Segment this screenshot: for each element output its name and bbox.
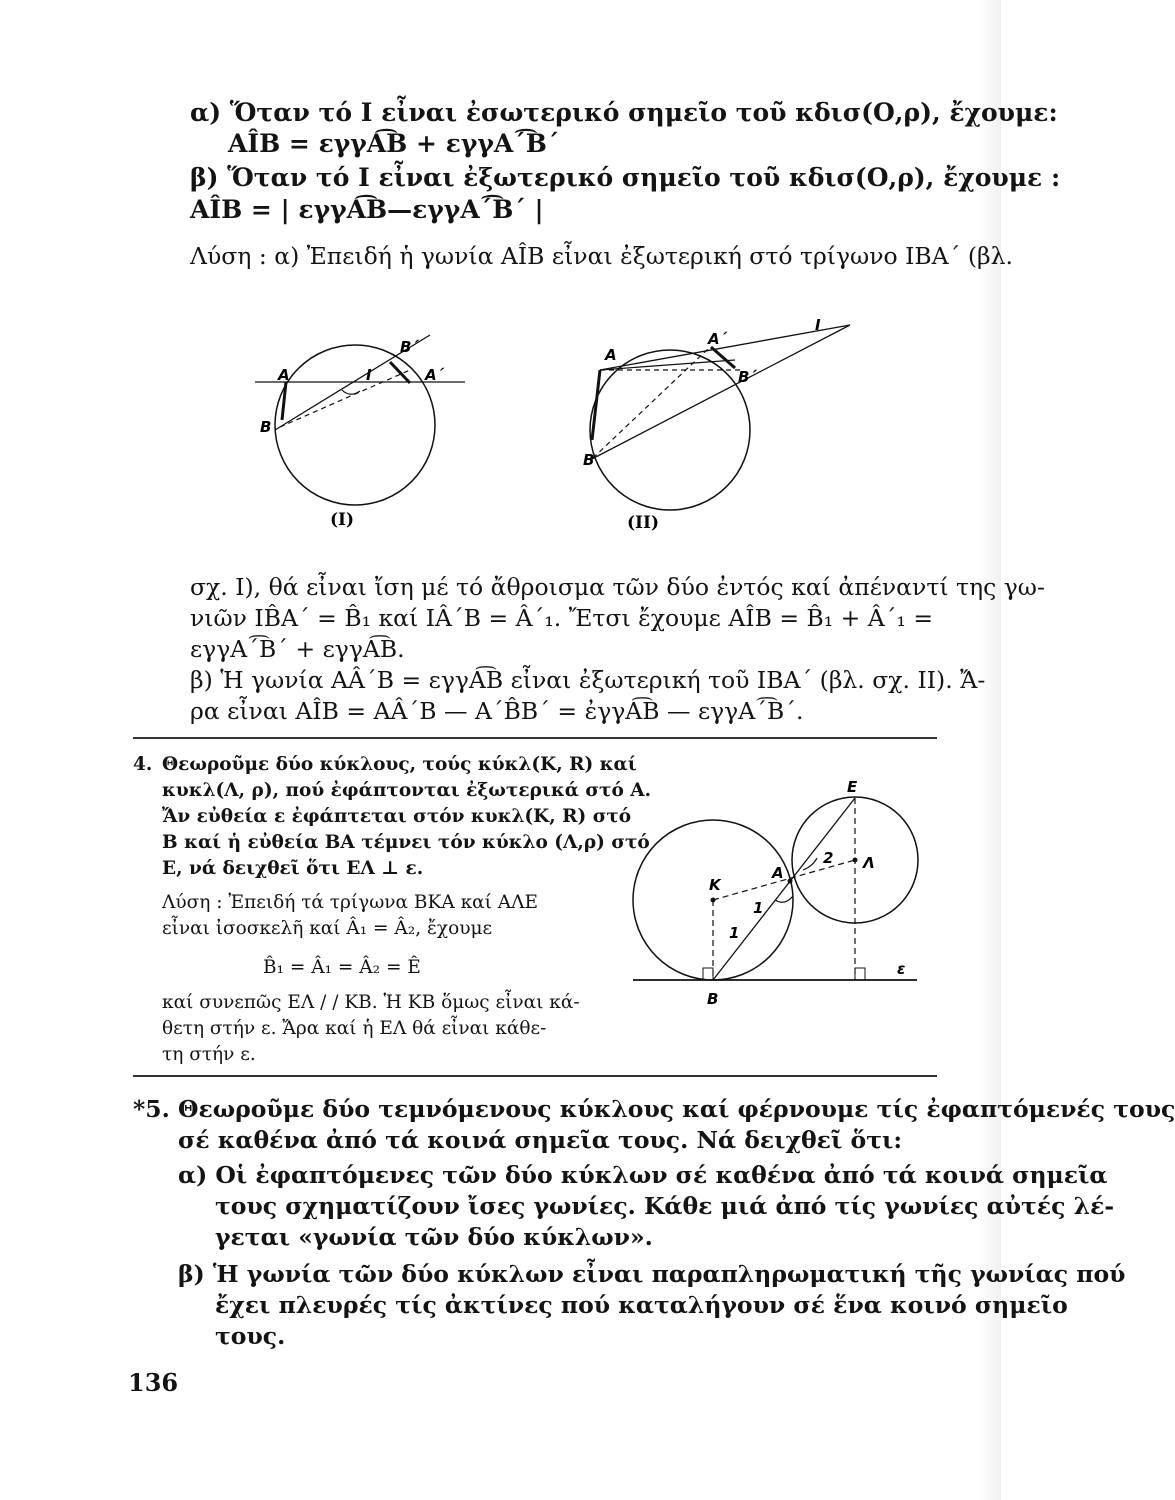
figure-1-label-a: A — [278, 366, 290, 384]
exercise-4-conclusion-2: θετη στήν ε. Ἄρα καί ἡ ΕΛ θά εἶναι κάθε- — [162, 1018, 547, 1039]
solution-line-1: σχ. Ι), θά εἶναι ἴση μέ τό ἄθροισμα τῶν δύο ἐντός καί ἀπέναντί της γω- — [190, 573, 1045, 601]
exercise-4-line-5: Ε, νά δειχθεῖ ὅτι ΕΛ ⊥ ε. — [162, 858, 424, 879]
case-b-formula: AÎB = | εγγA͡B—εγγA΄͡B΄ | — [190, 195, 544, 224]
exercise-4-solution-1: Λύση : Ἐπειδή τά τρίγωνα ΒΚΑ καί ΑΛΕ — [162, 892, 538, 913]
figure-ex4-label-b: B — [707, 990, 719, 1008]
exercise-4-solution-2: εἶναι ἰσοσκελῆ καί Â₁ = Â₂, ἔχουμε — [162, 918, 493, 939]
figure-2-caption: (II) — [627, 513, 659, 533]
figure-2 — [575, 310, 860, 550]
figure-2-label-i: I — [815, 316, 821, 334]
figure-2-label-a-prime: A΄ — [708, 330, 727, 348]
figure-ex4-label-angle-a1: 1 — [753, 899, 764, 917]
solution-line-2: νιῶν IB̂A΄ = B̂₁ καί IÂ΄B = Â΄₁. Ἔτσι ἔχουμε AÎB = B̂₁ + Â΄₁ = — [190, 604, 934, 632]
exercise-4-line-4: Β καί ἡ εὐθεία ΒΑ τέμνει τόν κύκλο (Λ,ρ) στό — [162, 832, 650, 853]
figure-ex4-label-e: E — [847, 778, 858, 796]
figure-ex4-label-k: K — [709, 876, 721, 894]
exercise-4-equation: B̂₁ = Â₁ = Â₂ = Ê — [263, 957, 421, 978]
figure-2-diagram — [575, 310, 860, 550]
exercise-5-intro-1: Θεωροῦμε δύο τεμνόμενους κύκλους καί φέρνουμε τίς ἐφαπτόμενές τους — [178, 1095, 1175, 1123]
solution-start: Λύση : α) Ἐπειδή ἡ γωνία AÎB εἶναι ἐξωτερική στό τρίγωνο IBA΄ (βλ. — [190, 242, 1013, 270]
figure-1-diagram — [230, 320, 470, 550]
case-a-formula: AÎB = εγγA͡B + εγγA΄͡B΄ — [228, 129, 560, 158]
solution-line-3: εγγA΄͡B΄ + εγγA͡B. — [190, 635, 405, 663]
figure-2-label-b: B — [583, 451, 595, 469]
figure-1-caption: (I) — [330, 510, 355, 530]
exercise-5-part-b-3: τους. — [215, 1322, 286, 1350]
figure-ex4-label-a: A — [772, 864, 784, 882]
case-b-heading: β) Ὅταν τό Ι εἶναι ἐξωτερικό σημεῖο τοῦ κδισ(Ο,ρ), ἔχουμε : — [190, 163, 1061, 192]
exercise-4-line-2: κυκλ(Λ, ρ), πού ἐφάπτονται ἐξωτερικά στό Α. — [162, 780, 652, 801]
figure-1-label-b: B — [260, 418, 272, 436]
solution-line-4: β) Ἡ γωνία AÂ΄B = εγγA͡B εἶναι ἐξωτερική τοῦ IBA΄ (βλ. σχ. ΙΙ). Ἄ- — [190, 666, 986, 694]
figure-ex4-label-angle-a2: 2 — [823, 849, 834, 867]
figure-1-label-a-prime: A΄ — [425, 366, 444, 384]
figure-1 — [230, 320, 470, 550]
figure-ex4-label-angle-b1: 1 — [729, 924, 740, 942]
exercise-4-line-1: Θεωροῦμε δύο κύκλους, τούς κύκλ(Κ, R) καί — [162, 754, 637, 775]
exercise-4-number: 4. — [133, 754, 153, 775]
exercise-5-part-a-3: γεται «γωνία τῶν δύο κύκλων». — [215, 1223, 653, 1251]
figure-exercise-4 — [625, 778, 925, 1013]
exercise-5-intro-2: σέ καθένα ἀπό τά κοινά σημεῖα τους. Νά δειχθεῖ ὅτι: — [178, 1126, 903, 1154]
figure-2-label-b-prime: B΄ — [738, 368, 757, 386]
figure-ex4-label-lambda: Λ — [863, 854, 875, 872]
exercise-5-part-b-1: β) Ἡ γωνία τῶν δύο κύκλων εἶναι παραπληρωματική τῆς γωνίας πού — [178, 1260, 1126, 1288]
exercise-5-part-b-2: ἔχει πλευρές τίς ἀκτίνες πού καταλήγουν σέ ἕνα κοινό σημεῖο — [215, 1291, 1068, 1319]
divider-top — [133, 737, 937, 739]
page-number: 136 — [128, 1368, 179, 1397]
solution-line-5: ρα εἶναι AÎB = AÂ΄B — A΄B̂B΄ = ἐγγA͡B — εγγA΄͡B΄. — [190, 697, 804, 725]
exercise-5-part-a-1: α) Οἱ ἐφαπτόμενες τῶν δύο κύκλων σέ καθένα ἀπό τά κοινά σημεῖα — [178, 1161, 1108, 1189]
figure-1-label-i: I — [366, 366, 372, 384]
case-a-heading: α) Ὅταν τό Ι εἶναι ἐσωτερικό σημεῖο τοῦ κδισ(Ο,ρ), ἔχουμε: — [190, 98, 1058, 127]
exercise-4-conclusion-3: τη στήν ε. — [162, 1044, 256, 1065]
figure-ex4-label-epsilon: ε — [897, 960, 906, 978]
divider-bottom — [133, 1075, 937, 1077]
exercise-5-number: *5. — [133, 1095, 170, 1123]
figure-1-label-b-prime: B΄ — [400, 338, 419, 356]
exercise-4-line-3: Ἄν εὐθεία ε ἐφάπτεται στόν κυκλ(Κ, R) στό — [162, 806, 632, 827]
exercise-5-part-a-2: τους σχηματίζουν ἴσες γωνίες. Κάθε μιά ἀπό τίς γωνίες αὐτές λέ- — [215, 1192, 1115, 1220]
figure-2-label-a: A — [605, 346, 617, 364]
figure-exercise-4-diagram — [625, 778, 925, 1013]
exercise-4-conclusion-1: καί συνεπῶς ΕΛ / / ΚΒ. Ἡ ΚΒ ὅμως εἶναι κά- — [162, 992, 580, 1013]
